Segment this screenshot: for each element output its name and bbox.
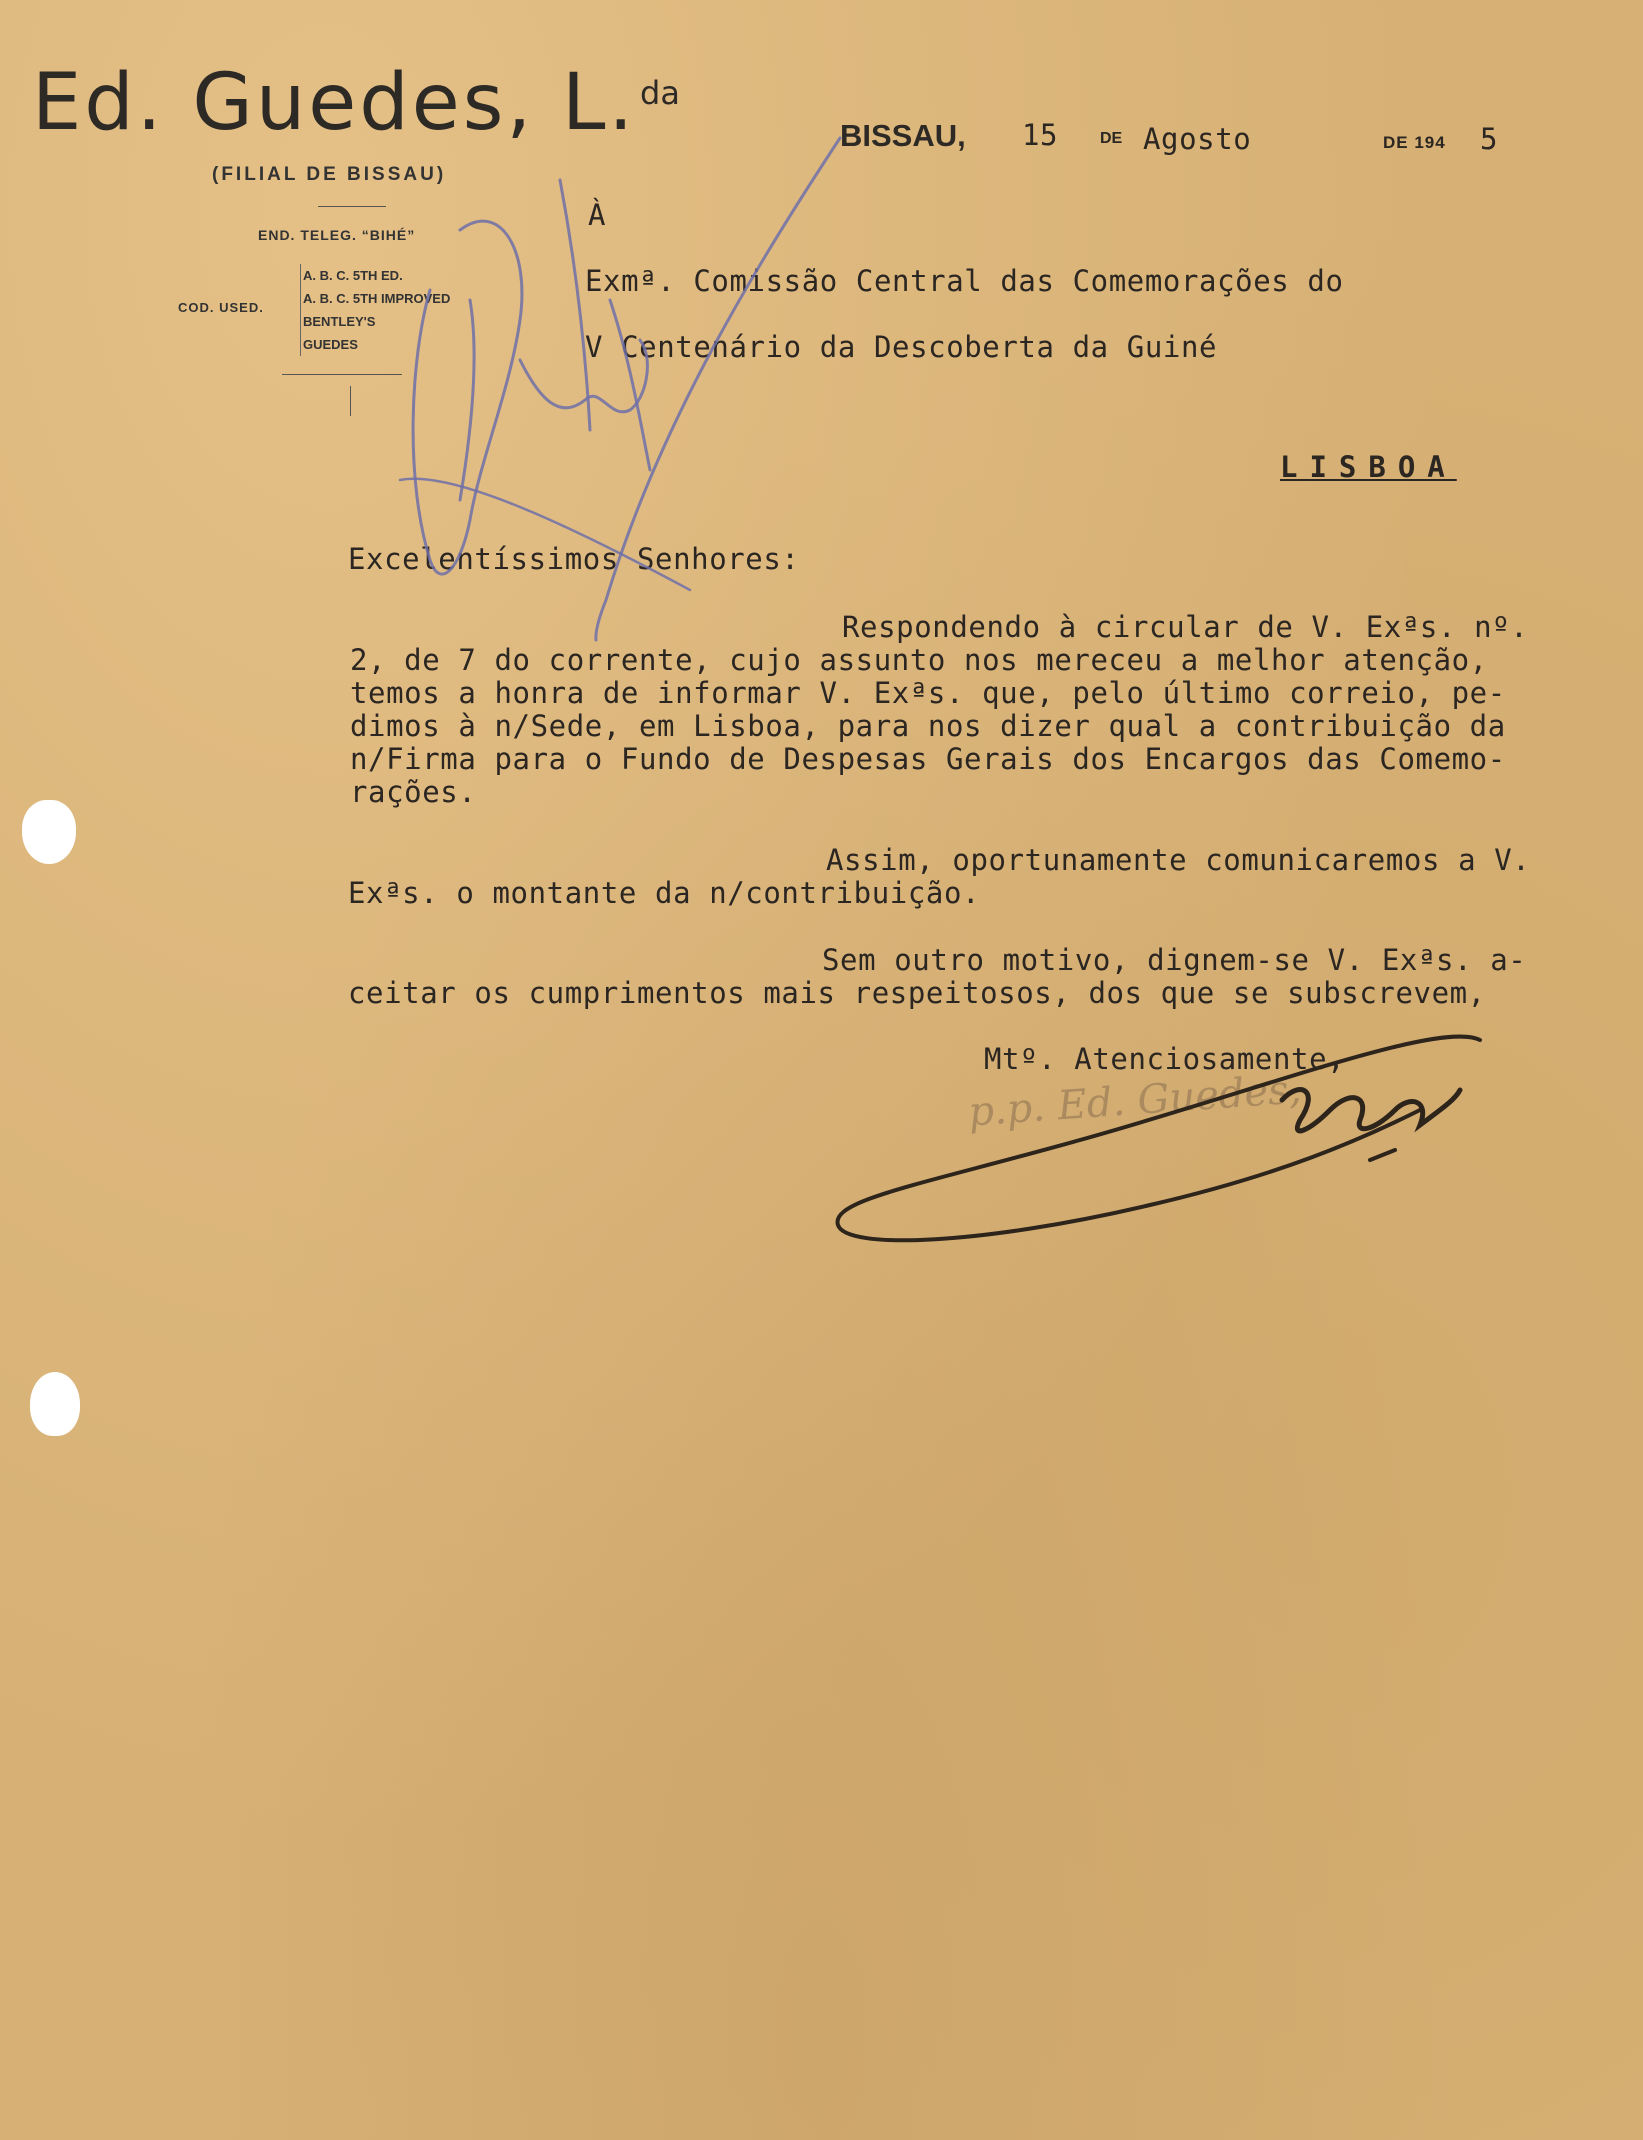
closing: Mtº. Atenciosamente, — [984, 1042, 1346, 1076]
codes-used-label: COD. USED. — [178, 300, 264, 315]
punch-hole — [30, 1372, 80, 1436]
punch-hole — [22, 800, 76, 864]
paragraph-2-line: Assim, oportunamente comunicaremos a V. — [826, 843, 1531, 877]
recipient-line-2: V Centenário da Descoberta da Guiné — [585, 330, 1218, 364]
company-name-superscript: da — [640, 74, 680, 112]
date-year-digit: 5 — [1480, 122, 1499, 156]
date-preposition: DE — [1100, 130, 1123, 147]
paragraph-2-line: Exªs. o montante da n/contribuição. — [348, 876, 981, 910]
code-item: BENTLEY'S — [303, 314, 376, 329]
paragraph-1-line: n/Firma para o Fundo de Despesas Gerais dos Encargos das Comemo- — [350, 742, 1506, 776]
code-item: A. B. C. 5TH ED. — [303, 268, 403, 283]
paragraph-3-line: Sem outro motivo, dignem-se V. Exªs. a- — [822, 943, 1527, 977]
paragraph-1-line: rações. — [350, 775, 477, 809]
branch-label: (FILIAL DE BISSAU) — [212, 164, 447, 185]
recipient-city: LISBOA — [1280, 450, 1457, 484]
date-day: 15 — [1022, 118, 1059, 152]
paragraph-1-line: dimos à n/Sede, em Lisboa, para nos dizer qual a contribuição da — [350, 709, 1506, 743]
place-of-writing: BISSAU, — [840, 118, 966, 153]
telegraph-address: END. TELEG. “BIHÉ” — [258, 227, 416, 243]
date-month: Agosto — [1143, 122, 1252, 156]
recipient-line-1: Exmª. Comissão Central das Comemorações do — [585, 264, 1344, 298]
paragraph-1-line: temos a honra de informar V. Exªs. que, pelo último correio, pe- — [350, 676, 1506, 710]
code-item: GUEDES — [303, 337, 358, 352]
salutation: Excelentíssimos Senhores: — [348, 542, 800, 576]
company-stamp: p.p. Ed. Guedes, — [966, 1066, 1303, 1136]
recipient-prefix: À — [588, 198, 607, 232]
company-name: Ed. Guedes, L. — [32, 58, 637, 148]
date-year-prefix: DE 194 — [1383, 133, 1446, 152]
code-item: A. B. C. 5TH IMPROVED — [303, 291, 451, 306]
paragraph-1-line: Respondendo à circular de V. Exªs. nº. — [842, 610, 1529, 644]
paragraph-3-line: ceitar os cumprimentos mais respeitosos, dos que se subscrevem, — [348, 976, 1486, 1010]
paragraph-1-line: 2, de 7 do corrente, cujo assunto nos mereceu a melhor atenção, — [350, 643, 1488, 677]
